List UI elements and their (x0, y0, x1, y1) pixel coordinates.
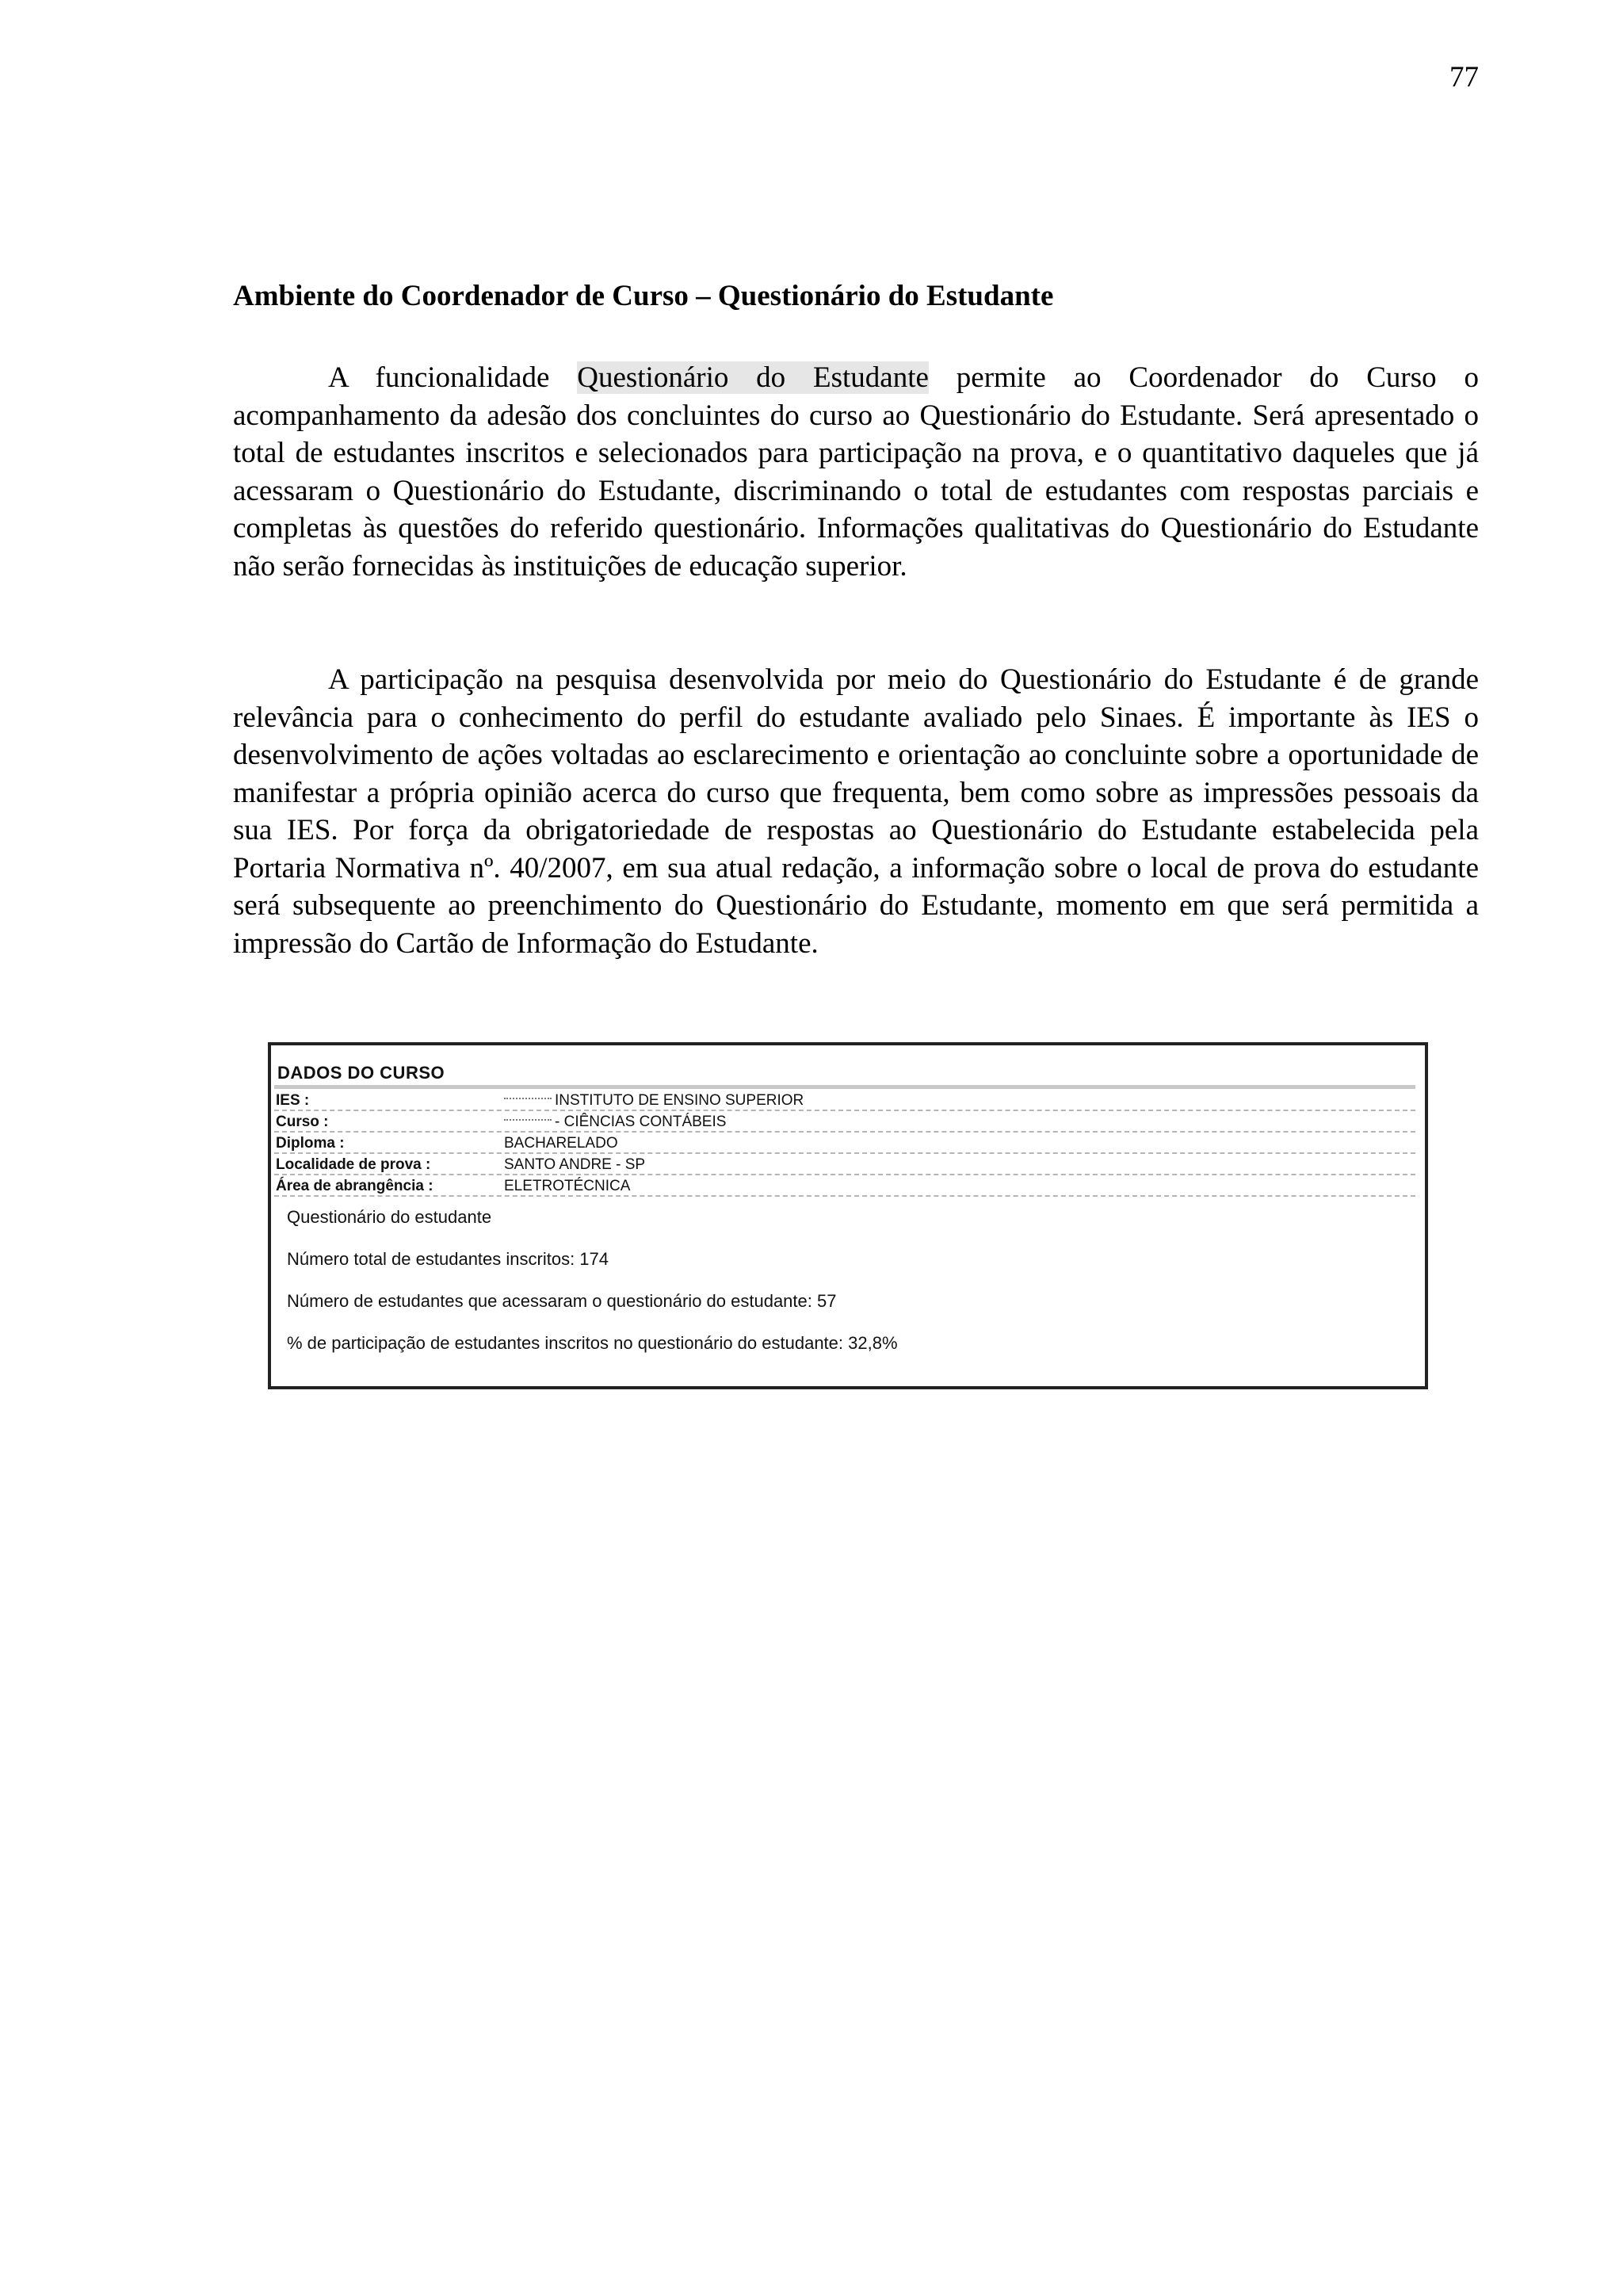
course-data-row-area (274, 1175, 1415, 1197)
row-value: SANTO ANDRE - SP (504, 1156, 646, 1173)
row-value: - CIÊNCIAS CONTÁBEIS (504, 1114, 726, 1131)
header-divider (274, 1085, 1415, 1089)
total-enrolled-stat: Número total de estudantes inscritos: 174 (287, 1249, 609, 1269)
row-label: Área de abrangência : (276, 1178, 433, 1194)
participation-percent-stat: % de participação de estudantes inscritos no questionário do estudante: 32,8% (287, 1333, 898, 1353)
highlighted-feature-name: Questionário do Estudante (577, 361, 929, 394)
course-data-screenshot (268, 1042, 1428, 1389)
row-value: BACHARELADO (504, 1135, 618, 1152)
questionnaire-title: Questionário do estudante (287, 1207, 492, 1227)
course-data-table (274, 1090, 1415, 1197)
paragraph-intro-before: A funcionalidade (328, 361, 578, 394)
course-data-header: DADOS DO CURSO (277, 1063, 445, 1083)
accessed-stat: Número de estudantes que acessaram o questionário do estudante: 57 (287, 1291, 837, 1311)
row-label: Curso : (276, 1114, 329, 1130)
section-title: Ambiente do Coordenador de Curso – Questionário do Estudante (233, 280, 1054, 312)
row-value: INSTITUTO DE ENSINO SUPERIOR (504, 1092, 804, 1110)
paragraph-participation-text: A participação na pesquisa desenvolvida por meio do Questionário do Estudante é de grande relevância para o conhecimento do perfil do estudante avaliado pelo Sinaes. É importante às IES o desenvolvimento de ações voltadas ao esclarecimento e orientação ao concluinte sobre a oportunidade de manifestar a própria opinião acerca do curso que frequenta, bem como sobre as impressões pessoais da sua IES. Por força da obrigatoriedade de respostas ao Questionário do Estudante estabelecida pela Portaria Normativa nº. 40/2007, em sua atual redação, a informação sobre o local de prova do estudante será subsequente ao preenchimento do Questionário do Estudante, momento em que será permitida a impressão do Cartão de Informação do Estudante. (233, 663, 1479, 960)
course-data-row-ies (274, 1090, 1415, 1111)
course-data-row-localidade (274, 1154, 1415, 1175)
questionnaire-stats (287, 1207, 898, 1375)
paragraph-intro-after: permite ao Coordenador do Curso o acompanhamento da adesão dos concluintes do curso ao Questionário do Estudante. Será apresentado o total de estudantes inscritos e selecionados para participação na prova, e o quantitativo daqueles que já acessaram o Questionário do Estudante, discriminando o total de estudantes com respostas parciais e completas às questões do referido questionário. Informações qualitativas do Questionário do Estudante não serão fornecidas às instituições de educação superior. (233, 361, 1479, 583)
row-label: Localidade de prova : (276, 1156, 431, 1173)
row-label: IES : (276, 1092, 310, 1109)
course-data-row-diploma (274, 1133, 1415, 1154)
redacted-mark (504, 1119, 552, 1125)
row-label: Diploma : (276, 1135, 345, 1152)
page-number: 77 (1449, 61, 1479, 94)
redacted-mark (504, 1098, 552, 1104)
row-value: ELETROTÉCNICA (504, 1178, 631, 1194)
paragraph-participation (233, 661, 1479, 962)
paragraph-intro (233, 359, 1479, 585)
course-data-row-curso (274, 1111, 1415, 1133)
